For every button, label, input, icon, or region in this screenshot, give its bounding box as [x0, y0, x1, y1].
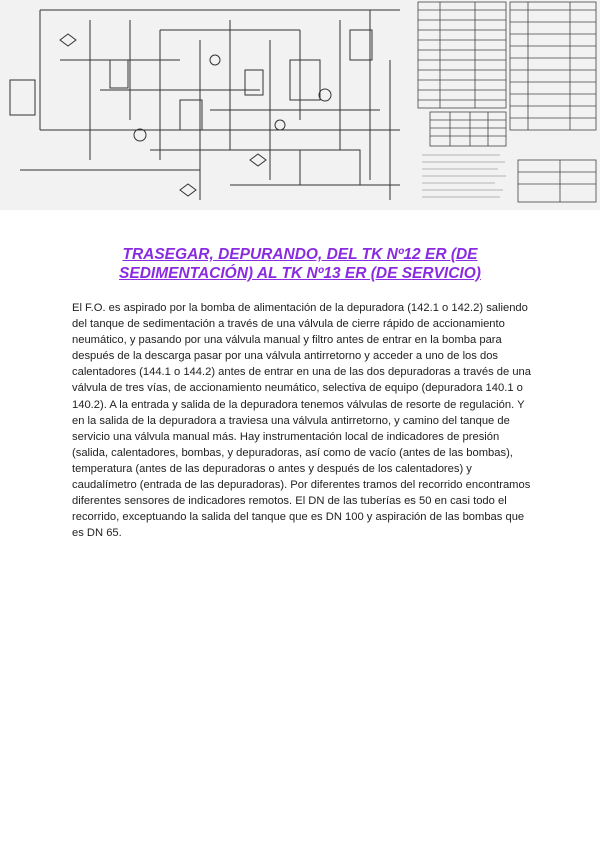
- section-title-line2: SEDIMENTACIÓN) AL TK Nº13 ER (DE SERVICIO): [119, 265, 481, 282]
- piping-diagram-drawing: [0, 0, 600, 210]
- section-title: [62, 245, 538, 283]
- section-title-line1: TRASEGAR, DEPURANDO, DEL TK Nº12 ER (DE: [122, 246, 478, 263]
- piping-diagram-image: [0, 0, 600, 210]
- section-heading: [62, 245, 538, 283]
- body-paragraph: El F.O. es aspirado por la bomba de alimentación de la depuradora (142.1 o 142.2) saliendo del tanque de sedimentación a través de una válvula de cierre rápido de accionamiento neumático, y pasando por una válvula manual y filtro antes de entrar en la bomba para después de la descarga pasar por una válvula antirretorno y acceder a uno de los dos calentadores (144.1 o 144.2) antes de entrar en una de las dos depuradoras a través de una válvula de tres vías, de accionamiento neumático, selectiva de equipo (depuradora 140.1 o 140.2). A la entrada y salida de la depuradora tenemos válvulas de resorte de regulación. Y en la salida de la depuradora a traviesa una válvula antirretorno, y camino del tanque de servicio una válvula manual más. Hay instrumentación local de indicadores de presión (salida, calentadores, bombas, y depuradoras, así como de vacío (antes de las bombas), temperatura (antes de las depuradoras o antes y después de los calentadores) y caudalímetro (entrada de las depuradoras). Por diferentes tramos del recorrido encontramos diferentes sensores de indicadores remotos. El DN de las tuberías es 50 en casi todo el recorrido, exceptuando la salida del tanque que es DN 100 y aspiración de las bombas que es DN 65.: [72, 302, 532, 540]
